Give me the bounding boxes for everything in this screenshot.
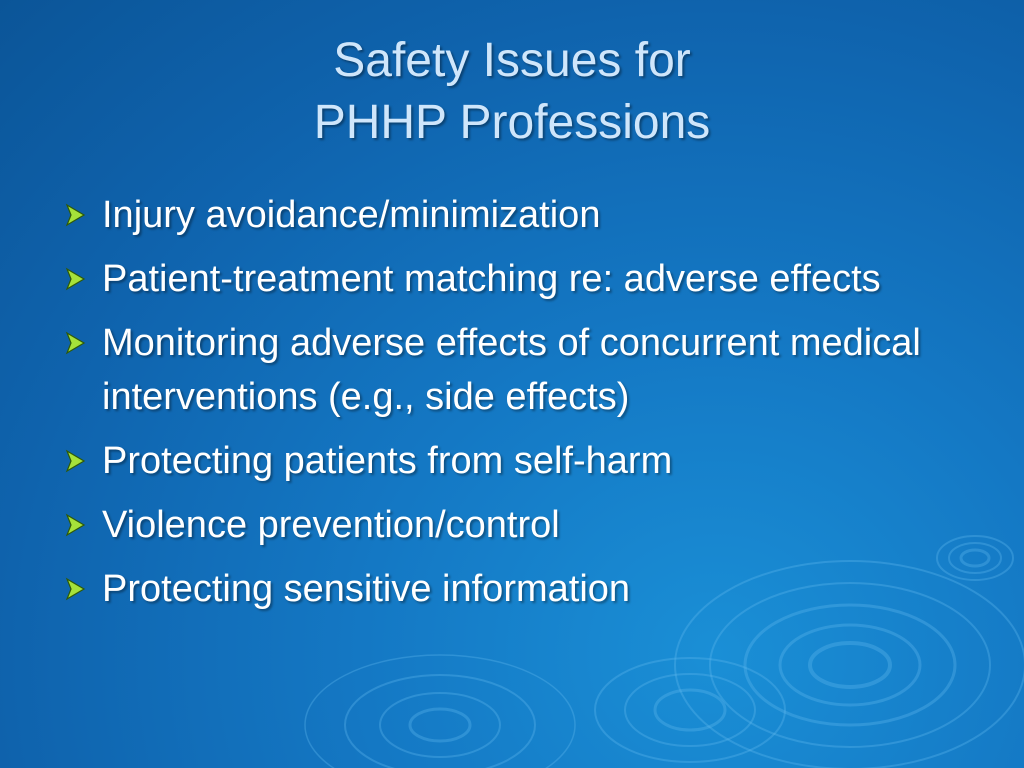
slide-title <box>0 30 1024 154</box>
bullet-text: Protecting patients from self-harm <box>102 440 673 482</box>
arrowhead-bullet-icon <box>62 329 90 357</box>
arrowhead-bullet-icon <box>62 265 90 293</box>
arrowhead-bullet-icon <box>62 201 90 229</box>
bullet-text: Monitoring adverse effects of concurrent medical interventions (e.g., side effects) <box>102 322 921 418</box>
arrowhead-bullet-icon <box>62 511 90 539</box>
bullet-text: Patient-treatment matching re: adverse effects <box>102 258 881 300</box>
bullet-item <box>62 434 962 488</box>
bullet-item <box>62 252 962 306</box>
title-line-2: PHHP Professions <box>313 96 711 149</box>
bullet-text: Injury avoidance/minimization <box>102 194 601 236</box>
bullet-text: Violence prevention/control <box>102 504 560 546</box>
bullet-item <box>62 562 962 616</box>
title-line-1: Safety Issues for <box>333 34 691 87</box>
bullet-item <box>62 498 962 552</box>
arrowhead-bullet-icon <box>62 575 90 603</box>
arrowhead-bullet-icon <box>62 447 90 475</box>
bullet-item <box>62 316 962 424</box>
bullet-text: Protecting sensitive information <box>102 568 631 610</box>
bullet-list <box>62 188 962 626</box>
bullet-item <box>62 188 962 242</box>
